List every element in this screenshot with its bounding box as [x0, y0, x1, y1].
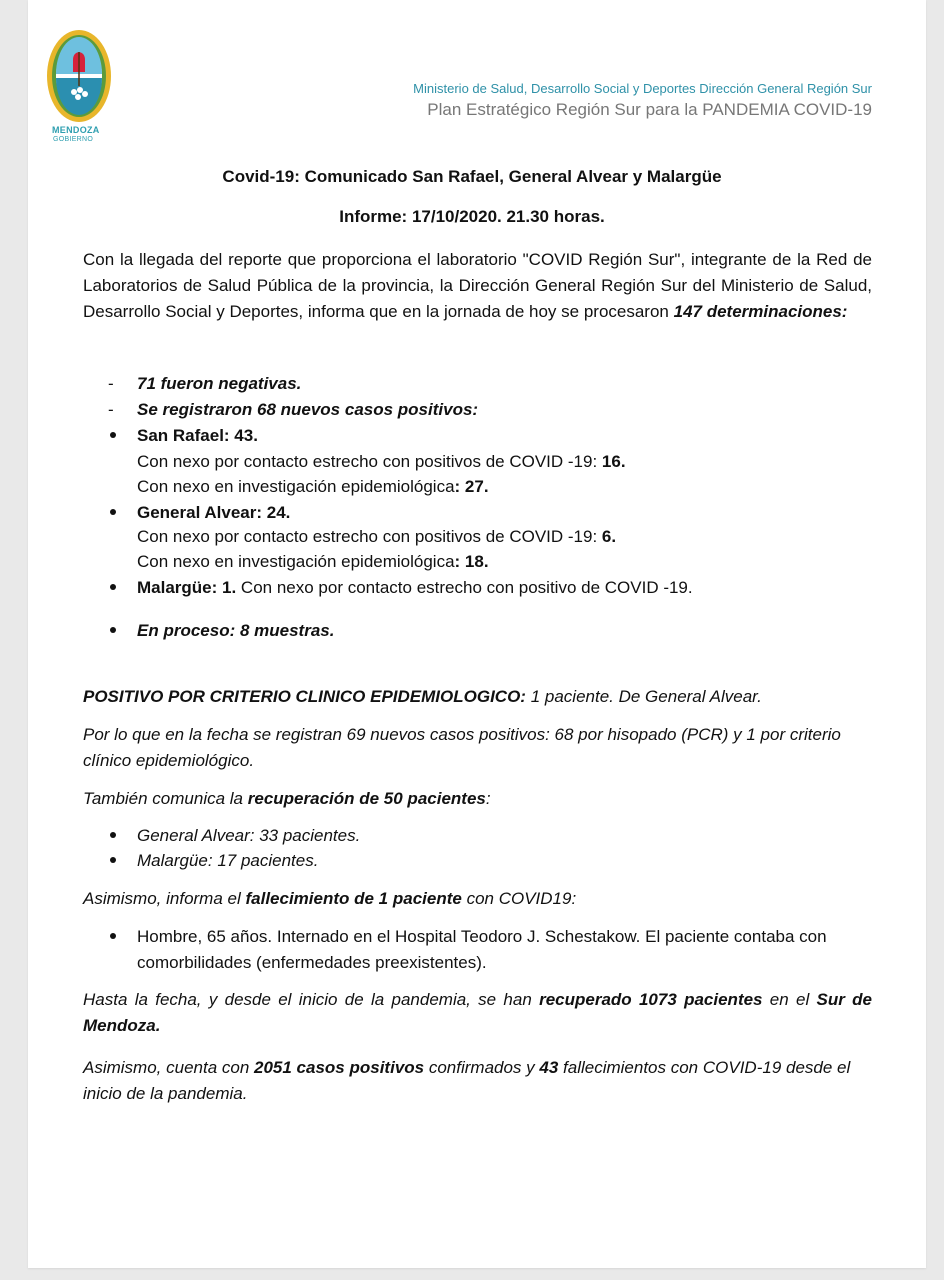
- general-alvear-item: General Alvear: 24.: [137, 503, 291, 522]
- plan-header: Plan Estratégico Región Sur para la PANDEMIA COVID-19: [427, 100, 872, 119]
- logo-subtext: GOBIERNO: [53, 136, 94, 143]
- bullet: [110, 832, 116, 838]
- san-rafael-item: San Rafael: 43.: [137, 426, 258, 445]
- bullet: [110, 509, 116, 515]
- recovery-paragraph: También comunica la recuperación de 50 pacientes:: [83, 789, 491, 808]
- new-cases-item: Se registraron 68 nuevos casos positivos:: [137, 400, 479, 419]
- document-title: Covid-19: Comunicado San Rafael, General Alvear y Malargüe: [222, 167, 722, 186]
- intro-paragraph: [83, 247, 872, 325]
- bullet: [110, 584, 116, 590]
- general-alvear-contact: Con nexo por contacto estrecho con positivos de COVID -19: 6.: [137, 527, 617, 546]
- bullet: [110, 432, 116, 438]
- death-detail: Hombre, 65 años. Internado en el Hospital Teodoro J. Schestakow. El paciente contaba con comorbilidades (enfermedades preexistentes).: [137, 927, 827, 972]
- intro-text: Con la llegada del reporte que proporciona el laboratorio "COVID Región Sur", integrante de la Red de Laboratorios de Salud Pública de la provincia, la Dirección General Región Sur del Ministerio de Salud, Desarrollo Social y Deportes, informa que en la jornada de hoy se procesaron: [83, 250, 872, 321]
- in-process-item: En proceso: 8 muestras.: [137, 621, 335, 640]
- san-rafael-investigation: Con nexo en investigación epidemiológica: 27.: [137, 477, 489, 496]
- dash-marker: -: [108, 374, 114, 393]
- general-alvear-investigation: Con nexo en investigación epidemiológica: 18.: [137, 552, 489, 571]
- clinical-criterion: POSITIVO POR CRITERIO CLINICO EPIDEMIOLOGICO: 1 paciente. De General Alvear.: [83, 687, 762, 706]
- recovery-item: Malargüe: 17 pacientes.: [137, 851, 319, 870]
- cumulative-paragraph: Asimismo, cuenta con 2051 casos positivos confirmados y 43 fallecimientos con COVID-19 desde el inicio de la pandemia.: [83, 1058, 851, 1103]
- ministry-header: Ministerio de Salud, Desarrollo Social y Deportes Dirección General Región Sur: [413, 81, 872, 96]
- logo-text: MENDOZA: [52, 125, 100, 135]
- recovery-item: General Alvear: 33 pacientes.: [137, 826, 361, 845]
- bullet: [110, 627, 116, 633]
- bullet: [110, 933, 116, 939]
- summary-paragraph: Por lo que en la fecha se registran 69 nuevos casos positivos: 68 por hisopado (PCR) y 1 por criterio clínico epidemiológico.: [83, 725, 841, 770]
- negatives-item: 71 fueron negativas.: [137, 374, 302, 393]
- totals-paragraph: Hasta la fecha, y desde el inicio de la pandemia, se han recuperado 1073 pacientes en el Sur de Mendoza.: [83, 990, 873, 1035]
- bullet: [110, 857, 116, 863]
- malargue-item: Malargüe: 1. Con nexo por contacto estrecho con positivo de COVID -19.: [137, 578, 693, 597]
- report-date: Informe: 17/10/2020. 21.30 horas.: [339, 207, 605, 226]
- dash-marker: -: [108, 400, 114, 419]
- determinations-count: 147 determinaciones:: [673, 302, 848, 321]
- death-paragraph: Asimismo, informa el fallecimiento de 1 paciente con COVID19:: [83, 889, 577, 908]
- san-rafael-contact: Con nexo por contacto estrecho con positivos de COVID -19: 16.: [137, 452, 626, 471]
